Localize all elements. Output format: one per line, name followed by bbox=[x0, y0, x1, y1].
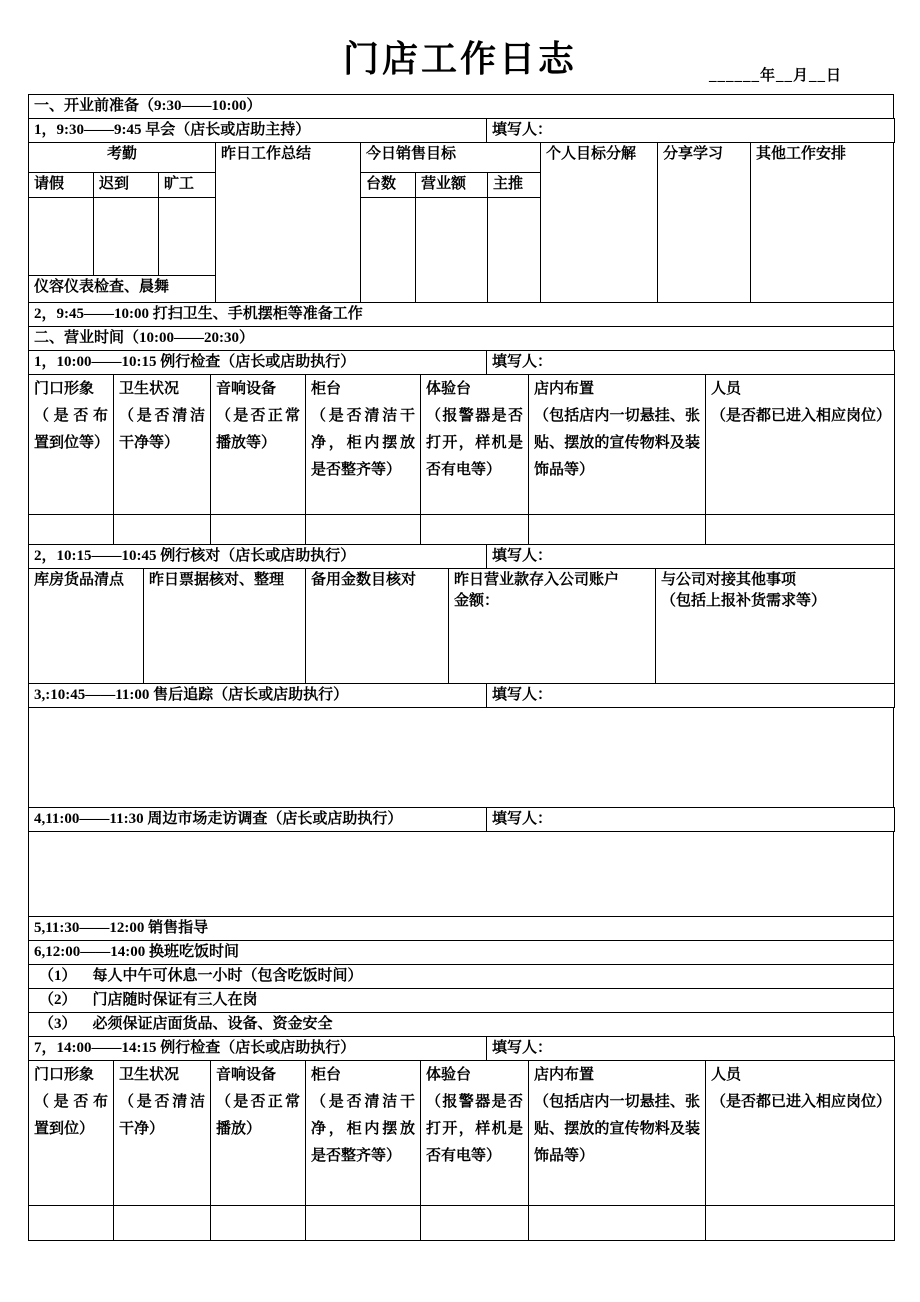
check2-counter-note: （是否清洁干净，柜内摆放是否整齐等） bbox=[311, 1094, 415, 1164]
check2-col-counter bbox=[306, 1061, 421, 1206]
check2-label-row bbox=[28, 1036, 895, 1061]
check1-layout-title: 店内布置 bbox=[534, 381, 595, 397]
check1-staff-note: （是否都已进入相应岗位） bbox=[711, 408, 892, 424]
check1-audio-title: 音响设备 bbox=[216, 381, 277, 397]
aftersale-label: 3,:10:45——11:00 售后追踪（店长或店助执行） bbox=[29, 684, 487, 708]
leave-header: 请假 bbox=[29, 173, 94, 198]
inspection-table-2 bbox=[28, 1060, 895, 1241]
verify-receipts-title: 昨日票据核对、整理 bbox=[149, 572, 285, 588]
filled-by-label: 填写人： bbox=[487, 351, 895, 375]
check2-col-layout bbox=[529, 1061, 706, 1206]
lunch-label-row bbox=[28, 940, 894, 965]
cleaning-row bbox=[28, 302, 894, 327]
check2-label: 7，14:00——14:15 例行检查（店长或店助执行） bbox=[29, 1037, 487, 1061]
verify-col-company bbox=[656, 569, 895, 684]
check1-col-counter bbox=[306, 375, 421, 515]
late-empty-cell bbox=[94, 198, 159, 276]
check1-entry-cell bbox=[306, 515, 421, 545]
revenue-header: 营业额 bbox=[416, 173, 488, 198]
check2-entry-cell bbox=[306, 1206, 421, 1241]
morning-meeting-label: 1，9:30——9:45 早会（店长或店助主持） bbox=[29, 119, 487, 143]
featured-empty-cell bbox=[488, 198, 541, 303]
check1-counter-title: 柜台 bbox=[311, 381, 342, 397]
verify-table bbox=[28, 568, 895, 684]
check2-col-hygiene bbox=[114, 1061, 211, 1206]
lunch-rule-3-text: 必须保证店面货品、设备、资金安全 bbox=[92, 1016, 333, 1032]
work-log-table bbox=[28, 95, 894, 1241]
absent-header: 旷工 bbox=[159, 173, 216, 198]
units-empty-cell bbox=[361, 198, 416, 303]
section1-heading: 一、开业前准备（9:30——10:00） bbox=[29, 95, 894, 119]
check2-audio-title: 音响设备 bbox=[216, 1067, 277, 1083]
leave-empty-cell bbox=[29, 198, 94, 276]
check1-staff-title: 人员 bbox=[711, 381, 742, 397]
check2-entrance-note: （是否布置到位） bbox=[34, 1094, 108, 1137]
filled-by-label: 填写人： bbox=[487, 545, 895, 569]
check1-col-entrance bbox=[29, 375, 114, 515]
check1-col-audio bbox=[211, 375, 306, 515]
morning-meeting-table bbox=[28, 142, 894, 303]
revenue-empty-cell bbox=[416, 198, 488, 303]
check2-col-entrance bbox=[29, 1061, 114, 1206]
absent-empty-cell bbox=[159, 198, 216, 276]
lunch-rule-1-number: （1） bbox=[39, 968, 77, 984]
verify-label: 2，10:15——10:45 例行核对（店长或店助执行） bbox=[29, 545, 487, 569]
check2-entry-cell bbox=[706, 1206, 895, 1241]
check1-entry-cell bbox=[114, 515, 211, 545]
attendance-header: 考勤 bbox=[29, 143, 216, 173]
filled-by-label: 填写人： bbox=[487, 808, 895, 832]
check1-entrance-note: （是否布置到位等） bbox=[34, 408, 110, 451]
check1-hygiene-note: （是否清洁干净等） bbox=[119, 408, 205, 451]
lunch-label: 6,12:00——14:00 换班吃饭时间 bbox=[29, 941, 894, 965]
check1-demo-title: 体验台 bbox=[426, 381, 472, 397]
lunch-rules-table bbox=[28, 964, 894, 1037]
lunch-rule-3 bbox=[29, 1013, 894, 1037]
check1-entry-cell bbox=[29, 515, 114, 545]
filled-by-label: 填写人： bbox=[487, 1037, 895, 1061]
check2-layout-note: （包括店内一切悬挂、张贴、摆放的宣传物料及装饰品等） bbox=[534, 1094, 700, 1164]
check2-entry-cell bbox=[421, 1206, 529, 1241]
section1-heading-table bbox=[28, 94, 894, 119]
check1-col-hygiene bbox=[114, 375, 211, 515]
other-work-header: 其他工作安排 bbox=[751, 143, 894, 303]
filled-by-label: 填写人： bbox=[487, 119, 895, 143]
verify-col-deposit bbox=[449, 569, 656, 684]
market-label-row bbox=[28, 807, 895, 832]
verify-col-stock bbox=[29, 569, 144, 684]
late-header: 迟到 bbox=[94, 173, 159, 198]
check2-entrance-title: 门口形象 bbox=[34, 1067, 95, 1083]
market-survey-label: 4,11:00——11:30 周边市场走访调查（店长或店助执行） bbox=[29, 808, 487, 832]
check1-entrance-title: 门口形象 bbox=[34, 381, 95, 397]
check1-audio-note: （是否正常播放等） bbox=[216, 408, 300, 451]
check2-audio-note: （是否正常播放） bbox=[216, 1094, 300, 1137]
morning-meeting-label-row bbox=[28, 118, 895, 143]
inspection-table-1 bbox=[28, 374, 895, 545]
check2-col-demo bbox=[421, 1061, 529, 1206]
check2-staff-note: （是否都已进入相应岗位） bbox=[711, 1094, 892, 1110]
grooming-note: 仪容仪表检查、晨舞 bbox=[29, 276, 216, 303]
check2-demo-title: 体验台 bbox=[426, 1067, 472, 1083]
verify-deposit-title: 昨日营业款存入公司账户 bbox=[454, 572, 620, 588]
check2-layout-title: 店内布置 bbox=[534, 1067, 595, 1083]
check2-entry-cell bbox=[29, 1206, 114, 1241]
lunch-rule-1-text: 每人中午可休息一小时（包含吃饭时间） bbox=[92, 968, 363, 984]
sales-guide-label: 5,11:30——12:00 销售指导 bbox=[29, 917, 894, 941]
check2-col-staff bbox=[706, 1061, 895, 1206]
verify-stock-title: 库房货品清点 bbox=[34, 572, 125, 588]
check2-entry-cell bbox=[529, 1206, 706, 1241]
aftersale-entry-cell bbox=[29, 708, 894, 808]
lunch-rule-2-text: 门店随时保证有三人在岗 bbox=[92, 992, 258, 1008]
check1-hygiene-title: 卫生状况 bbox=[119, 381, 180, 397]
lunch-rule-3-number: （3） bbox=[39, 1016, 77, 1032]
verify-col-receipts bbox=[144, 569, 306, 684]
verify-company-title: 与公司对接其他事项 bbox=[661, 572, 797, 588]
check2-counter-title: 柜台 bbox=[311, 1067, 342, 1083]
date-blank: ______年__月__日 bbox=[708, 68, 842, 84]
personal-target-header: 个人目标分解 bbox=[541, 143, 658, 303]
check1-label: 1，10:00——10:15 例行检查（店长或店助执行） bbox=[29, 351, 487, 375]
check1-demo-note: （报警器是否打开，样机是否有电等） bbox=[426, 408, 523, 478]
verify-pettycash-title: 备用金数目核对 bbox=[311, 572, 417, 588]
market-entry-table bbox=[28, 831, 894, 917]
sales-target-header: 今日销售目标 bbox=[361, 143, 541, 173]
check1-col-demo bbox=[421, 375, 529, 515]
filled-by-label: 填写人： bbox=[487, 684, 895, 708]
check2-entry-cell bbox=[114, 1206, 211, 1241]
sharing-header: 分享学习 bbox=[658, 143, 751, 303]
verify-company-note: （包括上报补货需求等） bbox=[661, 593, 827, 609]
aftersale-label-row bbox=[28, 683, 895, 708]
check2-col-audio bbox=[211, 1061, 306, 1206]
check2-entry-cell bbox=[211, 1206, 306, 1241]
sales-guide-row bbox=[28, 916, 894, 941]
aftersale-entry-table bbox=[28, 707, 894, 808]
section2-heading-table bbox=[28, 326, 894, 351]
check2-hygiene-note: （是否清洁干净） bbox=[119, 1094, 205, 1137]
cleaning-label: 2，9:45——10:00 打扫卫生、手机摆柜等准备工作 bbox=[29, 303, 894, 327]
check1-entry-cell bbox=[211, 515, 306, 545]
verify-col-pettycash bbox=[306, 569, 449, 684]
section2-heading: 二、营业时间（10:00——20:30） bbox=[29, 327, 894, 351]
yesterday-summary-header: 昨日工作总结 bbox=[216, 143, 361, 303]
document-header bbox=[0, 0, 920, 95]
verify-deposit-amount-label: 金额： bbox=[454, 593, 500, 609]
check2-hygiene-title: 卫生状况 bbox=[119, 1067, 180, 1083]
lunch-rule-1 bbox=[29, 965, 894, 989]
check1-col-staff bbox=[706, 375, 895, 515]
check2-demo-note: （报警器是否打开，样机是否有电等） bbox=[426, 1094, 523, 1164]
check1-entry-cell bbox=[529, 515, 706, 545]
lunch-rule-2 bbox=[29, 989, 894, 1013]
check1-counter-note: （是否清洁干净，柜内摆放是否整齐等） bbox=[311, 408, 415, 478]
check1-label-row bbox=[28, 350, 895, 375]
check1-layout-note: （包括店内一切悬挂、张贴、摆放的宣传物料及装饰品等） bbox=[534, 408, 700, 478]
featured-header: 主推 bbox=[488, 173, 541, 198]
units-header: 台数 bbox=[361, 173, 416, 198]
check1-entry-cell bbox=[421, 515, 529, 545]
check1-entry-cell bbox=[706, 515, 895, 545]
document-title: 门店工作日志 bbox=[342, 39, 577, 79]
check1-col-layout bbox=[529, 375, 706, 515]
lunch-rule-2-number: （2） bbox=[39, 992, 77, 1008]
check2-staff-title: 人员 bbox=[711, 1067, 742, 1083]
market-entry-cell bbox=[29, 832, 894, 917]
verify-label-row bbox=[28, 544, 895, 569]
